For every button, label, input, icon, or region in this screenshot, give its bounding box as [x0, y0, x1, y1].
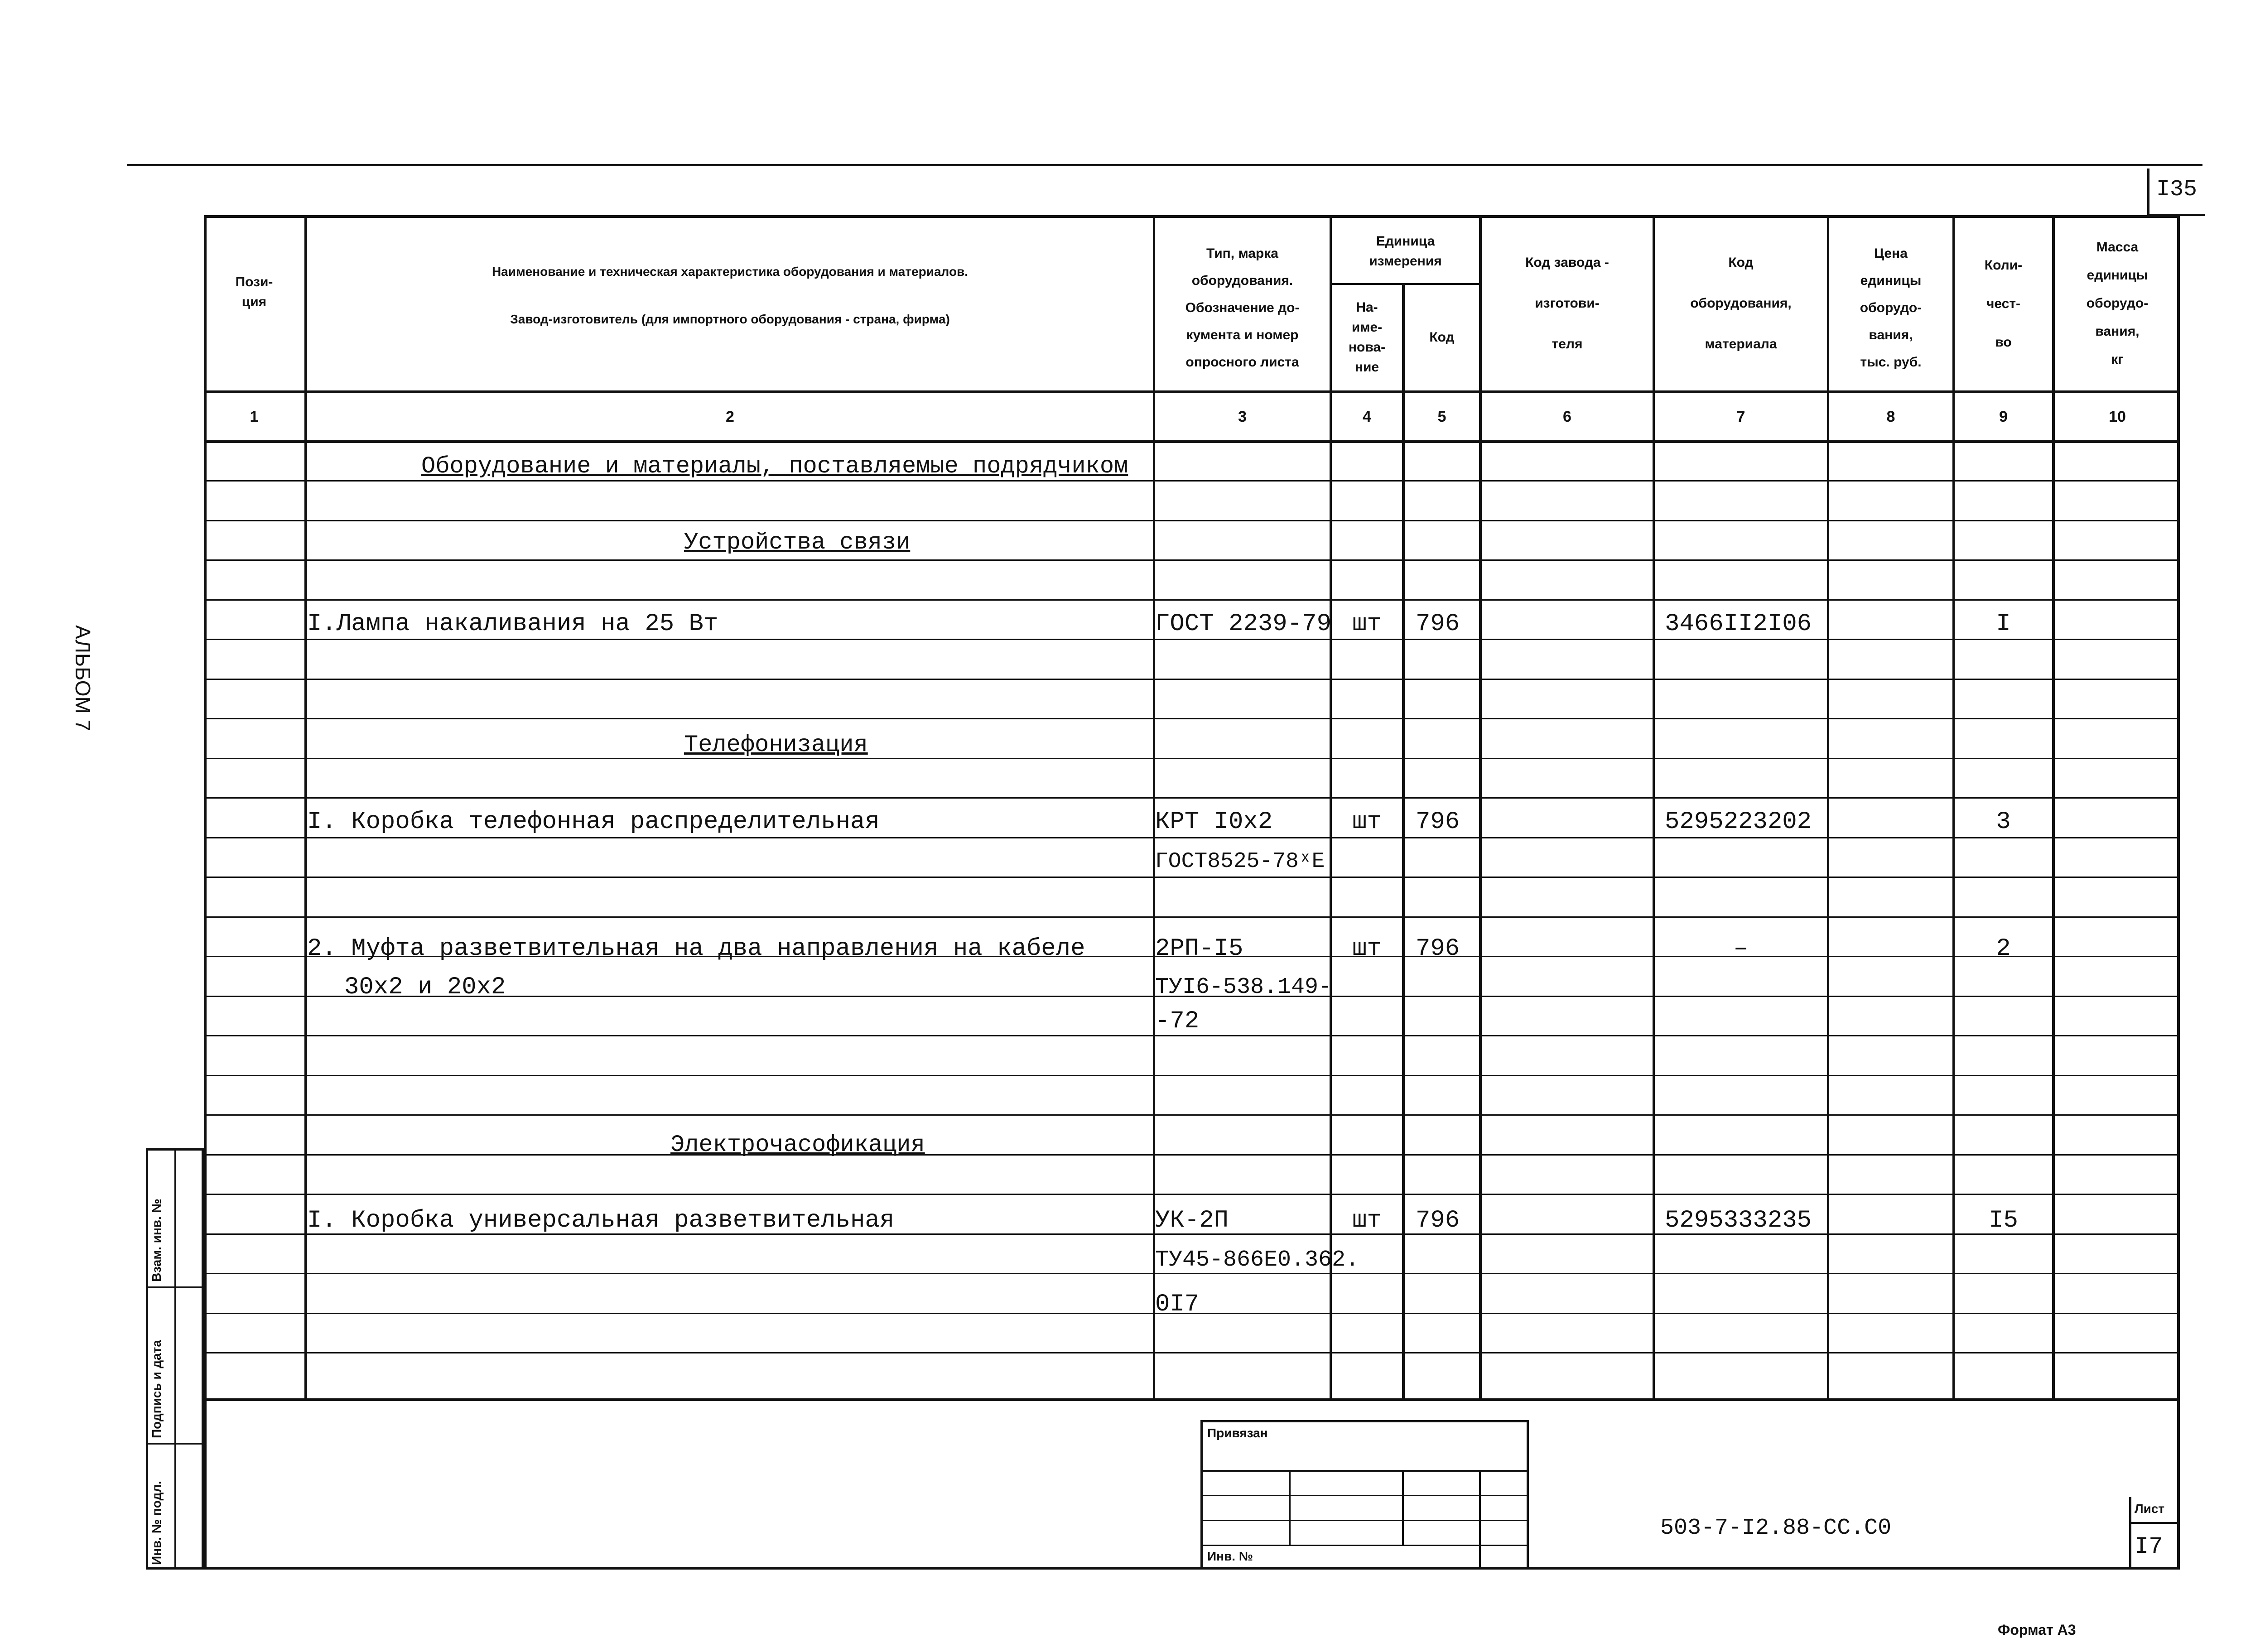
- row1-code: 796: [1416, 610, 1460, 638]
- album-label: АЛЬБОМ 7: [71, 625, 95, 732]
- col-number: 9: [1999, 408, 2008, 425]
- side-stamp-inv-podl: Инв. № подл.: [149, 1481, 164, 1565]
- side-stamp-vzam: Взам. инв. №: [149, 1199, 164, 1282]
- row2-unit: шт: [1352, 808, 1382, 836]
- row-line: [204, 559, 2180, 561]
- document-code: 503-7-I2.88-СС.С0: [1660, 1515, 1892, 1541]
- row2-name: I. Коробка телефонная распределительная: [307, 808, 880, 836]
- row3-unit: шт: [1352, 935, 1382, 963]
- sheet-number: I7: [2135, 1533, 2163, 1560]
- row4-name: I. Коробка универсальная разветвительная: [307, 1207, 895, 1234]
- header-col1: Пози- ция: [235, 275, 273, 309]
- header-col6: Код завода - изготови- теля: [1525, 255, 1609, 352]
- row-line: [204, 1114, 2180, 1116]
- row3-code: 796: [1416, 935, 1460, 963]
- section-title-main: Оборудование и материалы, поставляемые подрядчиком: [421, 453, 1128, 480]
- side-stamp-podpis: Подпись и дата: [149, 1340, 164, 1438]
- top-frame-line: [127, 164, 2202, 166]
- stamp-line: [1479, 1470, 1481, 1570]
- col-number: 1: [250, 408, 259, 425]
- side-stamp-divider: [146, 1443, 204, 1445]
- row-line: [204, 639, 2180, 640]
- col-number: 2: [726, 408, 734, 425]
- header-col3: Тип, марка оборудования. Обозначение до- кумента и номер опросного листа: [1185, 246, 1300, 370]
- header-col9: Коли- чест- во: [1984, 257, 2023, 350]
- binding-stamp-label: Привязан: [1207, 1426, 1268, 1440]
- row2-qty: 3: [1996, 808, 2011, 836]
- body-bottom-line: [204, 1398, 2180, 1401]
- col-number: 4: [1363, 408, 1371, 425]
- numbers-bottom-line: [204, 440, 2180, 443]
- row-line: [204, 1154, 2180, 1156]
- row4-code: 796: [1416, 1207, 1460, 1234]
- row3-type: 2РП-I5: [1155, 935, 1243, 963]
- row-line: [204, 916, 2180, 918]
- row3-name2: 30х2 и 20х2: [344, 973, 506, 1001]
- stamp-line: [1289, 1470, 1291, 1545]
- row-line: [204, 1075, 2180, 1076]
- row2-type2: ГОСТ8525-78ˣЕ: [1155, 849, 1325, 874]
- row-line: [204, 718, 2180, 719]
- col-number: 7: [1736, 408, 1745, 425]
- corner-number: I35: [2156, 177, 2198, 202]
- row4-qty: I5: [1989, 1207, 2018, 1234]
- row4-type: УК-2П: [1155, 1207, 1229, 1234]
- row-line: [204, 837, 2180, 838]
- header-col7: Код оборудования, материала: [1690, 255, 1792, 352]
- row-line: [204, 877, 2180, 878]
- row3-type2: ТУI6-538.149-: [1155, 974, 1332, 1000]
- row3-equip-code: –: [1733, 935, 1749, 963]
- header-unit-group: Единица измерения: [1369, 234, 1442, 269]
- col-number: 10: [2109, 408, 2126, 425]
- row-line: [204, 480, 2180, 482]
- col-number: 6: [1563, 408, 1571, 425]
- row1-unit: шт: [1352, 610, 1382, 638]
- row1-qty: I: [1996, 610, 2011, 638]
- row4-type3: 0I7: [1155, 1291, 1200, 1318]
- row-line: [204, 1352, 2180, 1353]
- col-line-4: [1402, 283, 1405, 1400]
- row3-name: 2. Муфта разветвительная на два направления на кабеле: [307, 935, 1085, 963]
- row1-name: I.Лампа накаливания на 25 Вт: [307, 610, 718, 638]
- row4-unit: шт: [1352, 1207, 1382, 1234]
- header-col5: Код: [1429, 330, 1455, 345]
- side-stamp-divider: [174, 1148, 176, 1570]
- side-stamp-divider: [146, 1286, 204, 1288]
- header-col10: Масса единицы оборудо- вания, кг: [2086, 240, 2149, 367]
- row1-type: ГОСТ 2239-79: [1155, 610, 1331, 638]
- section-title-communication: Устройства связи: [684, 529, 911, 556]
- row3-type3: -72: [1155, 1007, 1200, 1035]
- row4-type2: ТУ45-866Е0.362.: [1155, 1247, 1359, 1273]
- sheet-box-line: [2129, 1522, 2180, 1524]
- row2-type: КРТ I0х2: [1155, 808, 1273, 836]
- inv-number-label: Инв. №: [1207, 1549, 1253, 1563]
- row2-code: 796: [1416, 808, 1460, 836]
- col-number: 5: [1437, 408, 1446, 425]
- sheet-label: Лист: [2135, 1502, 2165, 1516]
- row-line: [204, 679, 2180, 680]
- header-col2-line2: Завод-изготовитель (для импортного оборудования - страна, фирма): [510, 312, 950, 326]
- row4-equip-code: 5295333235: [1665, 1207, 1812, 1234]
- header-col4: На- име- нова- ние: [1348, 300, 1386, 375]
- section-title-telephony: Телефонизация: [684, 732, 868, 758]
- stamp-line: [1402, 1470, 1404, 1545]
- row-line: [204, 520, 2180, 521]
- row3-qty: 2: [1996, 935, 2011, 963]
- row2-equip-code: 5295223202: [1665, 808, 1812, 836]
- row-line: [204, 599, 2180, 601]
- row-line: [204, 758, 2180, 759]
- section-title-clock: Электрочасофикация: [670, 1132, 925, 1158]
- row-line: [204, 797, 2180, 799]
- format-label: Формат А3: [1998, 1622, 2076, 1638]
- row1-equip-code: 3466II2I06: [1665, 610, 1812, 638]
- header-col8: Цена единицы оборудо- вания, тыс. руб.: [1860, 246, 1922, 370]
- col-number: 8: [1886, 408, 1895, 425]
- row-line: [204, 1035, 2180, 1036]
- header-col2-line1: Наименование и техническая характеристика оборудования и материалов.: [492, 265, 969, 279]
- row-line: [204, 1194, 2180, 1195]
- col-number: 3: [1238, 408, 1247, 425]
